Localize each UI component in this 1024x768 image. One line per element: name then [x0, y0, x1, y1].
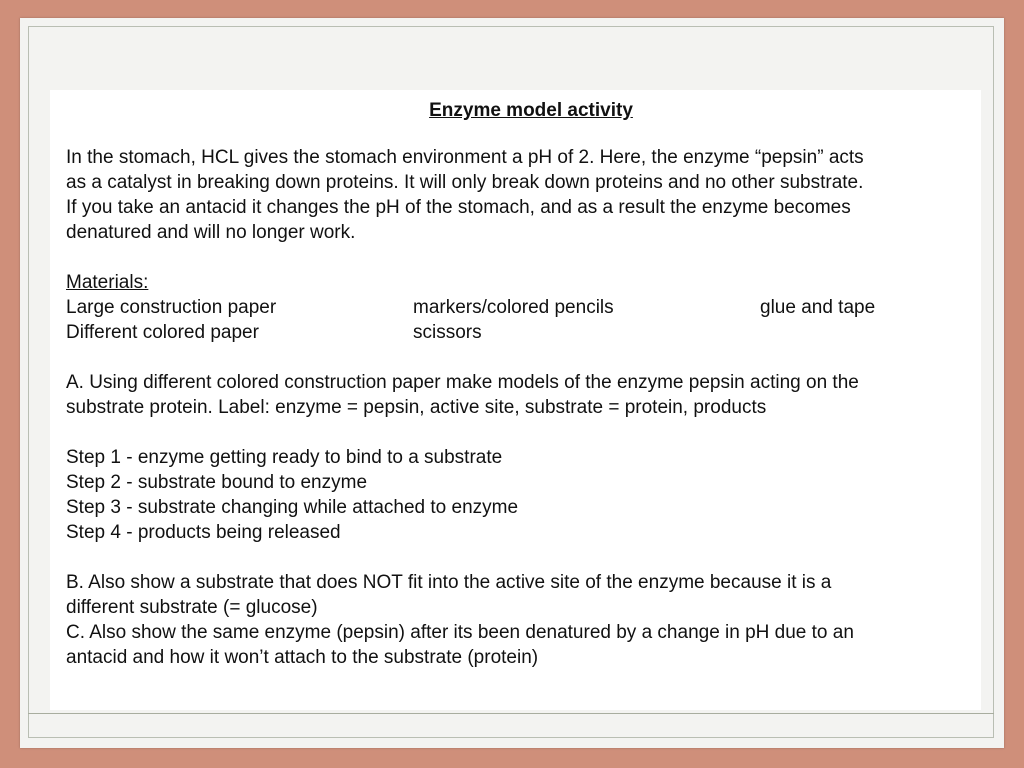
- materials-section: [66, 270, 966, 345]
- material-item: Different colored paper: [66, 322, 259, 343]
- part-a-line: substrate protein. Label: enzyme = pepsin, active site, substrate = protein, products: [66, 397, 767, 418]
- materials-row: [66, 295, 966, 320]
- intro-line: If you take an antacid it changes the pH of the stomach, and as a result the enzyme becomes: [66, 197, 851, 218]
- document-body: [66, 98, 966, 670]
- step-item: Step 2 - substrate bound to enzyme: [66, 472, 368, 493]
- part-c-instructions: [66, 620, 966, 670]
- part-a-line: A. Using different colored construction paper make models of the enzyme pepsin acting on the: [66, 372, 859, 393]
- intro-line: denatured and will no longer work.: [66, 222, 356, 243]
- material-item: glue and tape: [760, 297, 876, 318]
- bottom-divider: [28, 713, 994, 714]
- step-item: Step 3 - substrate changing while attached to enzyme: [66, 497, 519, 518]
- part-b-line: different substrate (= glucose): [66, 597, 318, 618]
- intro-paragraph: [66, 145, 966, 245]
- slide-frame: [20, 18, 1004, 748]
- part-c-line: antacid and how it won’t attach to the substrate (protein): [66, 647, 539, 668]
- steps-list: [66, 445, 966, 545]
- part-a-instructions: [66, 370, 966, 420]
- step-item: Step 4 - products being released: [66, 522, 341, 543]
- material-item: markers/colored pencils: [413, 297, 614, 318]
- step-item: Step 1 - enzyme getting ready to bind to a substrate: [66, 447, 503, 468]
- document-title: Enzyme model activity: [429, 100, 633, 121]
- document-page: [50, 90, 981, 710]
- material-item: Large construction paper: [66, 297, 277, 318]
- materials-heading: Materials:: [66, 272, 149, 293]
- material-item: [760, 320, 960, 345]
- part-b-line: B. Also show a substrate that does NOT fit into the active site of the enzyme because it is a: [66, 572, 832, 593]
- material-item: scissors: [413, 322, 482, 343]
- intro-line: as a catalyst in breaking down proteins. It will only break down proteins and no other substrate.: [66, 172, 864, 193]
- intro-line: In the stomach, HCL gives the stomach environment a pH of 2. Here, the enzyme “pepsin” acts: [66, 147, 864, 168]
- part-b-instructions: [66, 570, 966, 620]
- materials-row: [66, 320, 966, 345]
- part-c-line: C. Also show the same enzyme (pepsin) after its been denatured by a change in pH due to an: [66, 622, 854, 643]
